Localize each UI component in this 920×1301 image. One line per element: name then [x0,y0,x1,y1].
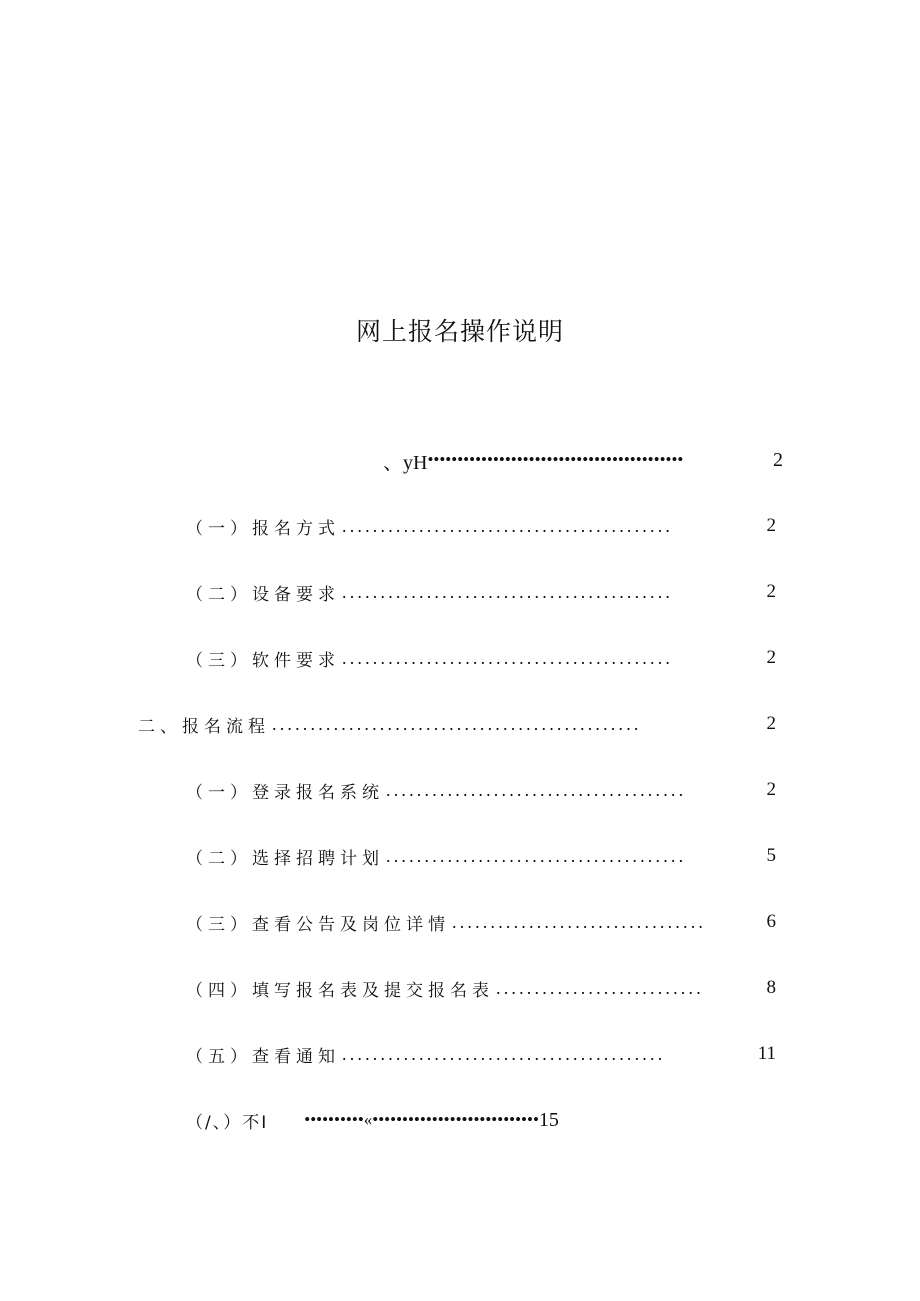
toc-entry-label: （一）报名方式 [186,518,340,539]
toc-leader-dots: ........................... [496,977,704,998]
toc-page-number: 5 [766,845,776,866]
toc-entry-label: （三）软件要求 [186,650,340,671]
toc-entry [138,710,776,738]
toc-entry [186,842,776,870]
toc-leader-dots: ................................. [452,911,707,932]
toc-leader-dots: ....................................... [386,779,687,800]
toc-page-number: 8 [766,977,776,998]
toc-page-number: 2 [773,448,783,471]
toc-leader-dots: ........................................... [342,515,674,536]
toc-entry-label: （/、）不I [186,1112,269,1133]
toc-page-number: 6 [766,911,776,932]
toc-leader-dots: ................................................ [272,713,642,734]
toc-leader-dots: ••••••••••«•••••••••••••••••••••••••••• [304,1110,539,1129]
toc-page-number: 2 [766,779,776,800]
toc-page-number: 2 [766,515,776,536]
toc-entry [186,776,776,804]
toc-entry [186,644,776,672]
toc-entry [186,908,776,936]
toc-entry-label: 二、报名流程 [138,716,270,737]
toc-entry [186,1106,646,1134]
toc-leader-dots: ........................................... [342,581,674,602]
toc-entry-label: （三）查看公告及岗位详情 [186,914,450,935]
toc-page-number: 2 [766,713,776,734]
toc-entry-label: 、yH [383,451,428,474]
document-title: 网上报名操作说明 [355,317,564,346]
toc-entry-label: （五）查看通知 [186,1046,340,1067]
toc-page-number: 2 [766,647,776,668]
toc-page-number: 2 [766,581,776,602]
toc-entry-label: （二）设备要求 [186,584,340,605]
toc-page-number: 11 [757,1043,776,1064]
toc-leader-dots: ........................................... [342,647,674,668]
toc-entry [186,512,776,540]
toc-entry [186,578,776,606]
toc-entry [186,974,776,1002]
toc-entry [186,1040,776,1068]
toc-leader-dots: .......................................... [342,1043,666,1064]
toc-entry [383,446,783,474]
toc-leader-dots: ....................................... [386,845,687,866]
toc-page-number: 15 [538,1108,559,1131]
toc-leader-dots: ••••••••••••••••••••••••••••••••••••••••••• [427,450,684,469]
toc-entry-label: （一）登录报名系统 [186,782,384,803]
toc-entry-label: （二）选择招聘计划 [186,848,384,869]
toc-entry-label: （四）填写报名表及提交报名表 [186,980,494,1001]
